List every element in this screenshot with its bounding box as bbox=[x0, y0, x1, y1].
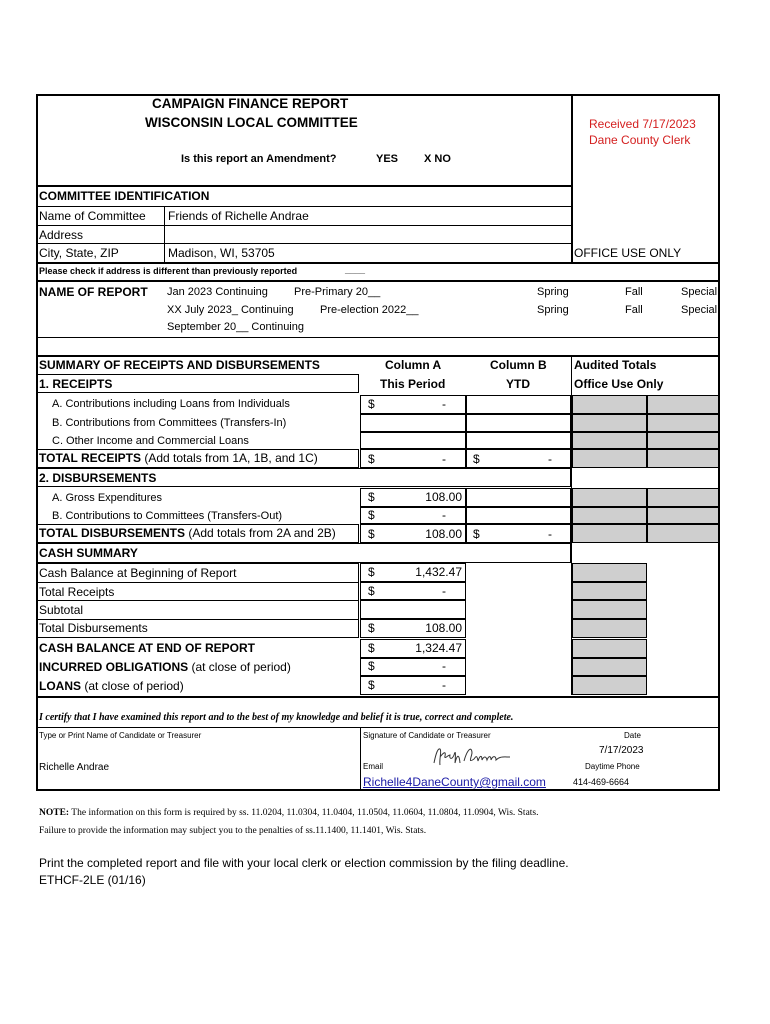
receipts-b-label: B. Contributions from Committees (Transfers-In) bbox=[52, 417, 287, 429]
receipts-a-value[interactable]: - bbox=[442, 397, 446, 411]
committee-top-rule bbox=[36, 185, 572, 187]
total-disbursements-currency-b: $ bbox=[473, 527, 480, 541]
address-change-note: Please check if address is different than previously reported bbox=[39, 266, 298, 276]
report-option-september[interactable]: September 20__ Continuing bbox=[167, 321, 304, 333]
print-name-label: Type or Print Name of Candidate or Treasurer bbox=[39, 731, 202, 740]
report-option-spring-2[interactable]: Spring bbox=[537, 304, 569, 316]
disbursements-b-value[interactable]: - bbox=[442, 508, 446, 522]
report-option-jan[interactable]: Jan 2023 Continuing bbox=[167, 286, 268, 298]
office-use-divider bbox=[571, 94, 573, 263]
total-receipts-a-value[interactable]: - bbox=[442, 452, 446, 466]
cash-summary-title: CASH SUMMARY bbox=[39, 546, 138, 560]
address-change-checkbox[interactable]: ____ bbox=[345, 265, 366, 275]
report-option-special-1[interactable]: Special bbox=[681, 286, 718, 298]
total-disbursements-a-value[interactable]: 108.00 bbox=[425, 527, 462, 541]
disbursements-b-label: B. Contributions to Committees (Transfers-Out) bbox=[52, 510, 283, 522]
address-field[interactable] bbox=[168, 228, 568, 242]
signature-label: Signature of Candidate or Treasurer bbox=[363, 731, 491, 740]
receipts-c-label: C. Other Income and Commercial Loans bbox=[52, 435, 249, 447]
total-receipts-label: TOTAL RECEIPTS (Add totals from 1A, 1B, and 1C) bbox=[39, 451, 318, 465]
email-value[interactable]: Richelle4DaneCounty@gmail.com bbox=[363, 775, 546, 789]
audited-header: Audited Totals bbox=[574, 358, 657, 372]
city-label: City, State, ZIP bbox=[39, 246, 119, 260]
disbursements-section-title: 2. DISBURSEMENTS bbox=[39, 471, 157, 485]
phone-label: Daytime Phone bbox=[585, 762, 640, 771]
amendment-question: Is this report an Amendment? bbox=[181, 153, 337, 165]
report-option-preelection[interactable]: Pre-election 2022__ bbox=[320, 304, 419, 316]
disbursements-a-currency: $ bbox=[368, 490, 375, 504]
committee-name-label: Name of Committee bbox=[39, 209, 146, 223]
penalty-statement: Failure to provide the information may subject you to the penalties of ss.11.1400, 11.1401, Wis. Stats. bbox=[39, 826, 427, 836]
total-disbursements-currency-a: $ bbox=[368, 527, 375, 541]
audited-subheader: Office Use Only bbox=[574, 377, 664, 391]
total-disbursements-label: TOTAL DISBURSEMENTS (Add totals from 2A and 2B) bbox=[39, 526, 336, 540]
column-a-subheader: This Period bbox=[380, 377, 446, 391]
form-title-line1: CAMPAIGN FINANCE REPORT bbox=[152, 96, 349, 111]
form-title-line2: WISCONSIN LOCAL COMMITTEE bbox=[145, 115, 358, 130]
office-use-label: OFFICE USE ONLY bbox=[574, 246, 682, 260]
report-option-preprimary[interactable]: Pre-Primary 20__ bbox=[294, 286, 381, 298]
disbursements-a-value[interactable]: 108.00 bbox=[425, 490, 462, 504]
note-statement: NOTE: The information on this form is required by ss. 11.0204, 11.0304, 11.0404, 11.0504, 11.0604, 11.0804, 11.0904, Wis. Stats. bbox=[39, 808, 539, 818]
cash-disbursements-value[interactable]: 108.00 bbox=[425, 621, 462, 635]
print-name-value[interactable]: Richelle Andrae bbox=[39, 762, 110, 773]
report-option-fall-1[interactable]: Fall bbox=[625, 286, 643, 298]
cash-begin-label: Cash Balance at Beginning of Report bbox=[39, 566, 237, 580]
disbursements-a-label: A. Gross Expenditures bbox=[52, 492, 163, 504]
incurred-currency: $ bbox=[368, 659, 375, 673]
column-a-header: Column A bbox=[385, 358, 442, 372]
report-option-fall-2[interactable]: Fall bbox=[625, 304, 643, 316]
date-label: Date bbox=[624, 731, 641, 740]
receipts-a-currency: $ bbox=[368, 397, 375, 411]
loans-currency: $ bbox=[368, 678, 375, 692]
amendment-yes[interactable]: YES bbox=[376, 153, 399, 165]
received-stamp: Received 7/17/2023 bbox=[589, 117, 696, 131]
cash-disbursements-currency: $ bbox=[368, 621, 375, 635]
certify-statement: I certify that I have examined this report and to the best of my knowledge and belief it is true, correct and complete. bbox=[39, 712, 514, 723]
column-b-header: Column B bbox=[490, 358, 547, 372]
report-option-july[interactable]: XX July 2023_ Continuing bbox=[167, 304, 294, 316]
filing-instruction: Print the completed report and file with your local clerk or election commission by the filing deadline. bbox=[39, 856, 569, 870]
cash-receipts-label: Total Receipts bbox=[39, 585, 115, 599]
cash-subtotal-label: Subtotal bbox=[39, 603, 84, 617]
signature-graphic bbox=[430, 743, 525, 776]
incurred-obligations-label: INCURRED OBLIGATIONS (at close of period) bbox=[39, 660, 291, 674]
email-label: Email bbox=[363, 762, 384, 771]
date-value[interactable]: 7/17/2023 bbox=[599, 745, 644, 756]
committee-name-field[interactable]: Friends of Richelle Andrae bbox=[168, 209, 309, 223]
summary-title: SUMMARY OF RECEIPTS AND DISBURSEMENTS bbox=[39, 358, 320, 372]
cash-disbursements-label: Total Disbursements bbox=[39, 621, 148, 635]
cash-end-value[interactable]: 1,324.47 bbox=[415, 641, 462, 655]
report-option-special-2[interactable]: Special bbox=[681, 304, 718, 316]
cash-begin-currency: $ bbox=[368, 565, 375, 579]
report-option-spring-1[interactable]: Spring bbox=[537, 286, 569, 298]
cash-receipts-value[interactable]: - bbox=[442, 584, 446, 598]
column-b-subheader: YTD bbox=[506, 377, 530, 391]
total-disbursements-b-value[interactable]: - bbox=[548, 527, 552, 541]
incurred-value[interactable]: - bbox=[442, 659, 446, 673]
committee-section-title: COMMITTEE IDENTIFICATION bbox=[39, 189, 210, 203]
receipts-a-label: A. Contributions including Loans from Individuals bbox=[52, 398, 290, 410]
city-field[interactable]: Madison, WI, 53705 bbox=[168, 246, 275, 260]
receipts-section-title: 1. RECEIPTS bbox=[39, 377, 113, 391]
report-name-label: NAME OF REPORT bbox=[39, 285, 148, 299]
form-id: ETHCF-2LE (01/16) bbox=[39, 873, 146, 887]
total-receipts-currency-a: $ bbox=[368, 452, 375, 466]
phone-value[interactable]: 414-469-6664 bbox=[573, 777, 630, 787]
cash-end-currency: $ bbox=[368, 641, 375, 655]
cash-receipts-currency: $ bbox=[368, 584, 375, 598]
amendment-no[interactable]: X NO bbox=[424, 153, 451, 165]
loans-label: LOANS (at close of period) bbox=[39, 679, 184, 693]
cash-begin-value[interactable]: 1,432.47 bbox=[415, 565, 462, 579]
loans-value[interactable]: - bbox=[442, 678, 446, 692]
total-receipts-currency-b: $ bbox=[473, 452, 480, 466]
total-receipts-b-value[interactable]: - bbox=[548, 452, 552, 466]
disbursements-b-currency: $ bbox=[368, 508, 375, 522]
clerk-stamp: Dane County Clerk bbox=[589, 133, 691, 147]
address-label: Address bbox=[39, 228, 84, 242]
cash-end-label: CASH BALANCE AT END OF REPORT bbox=[39, 641, 255, 655]
